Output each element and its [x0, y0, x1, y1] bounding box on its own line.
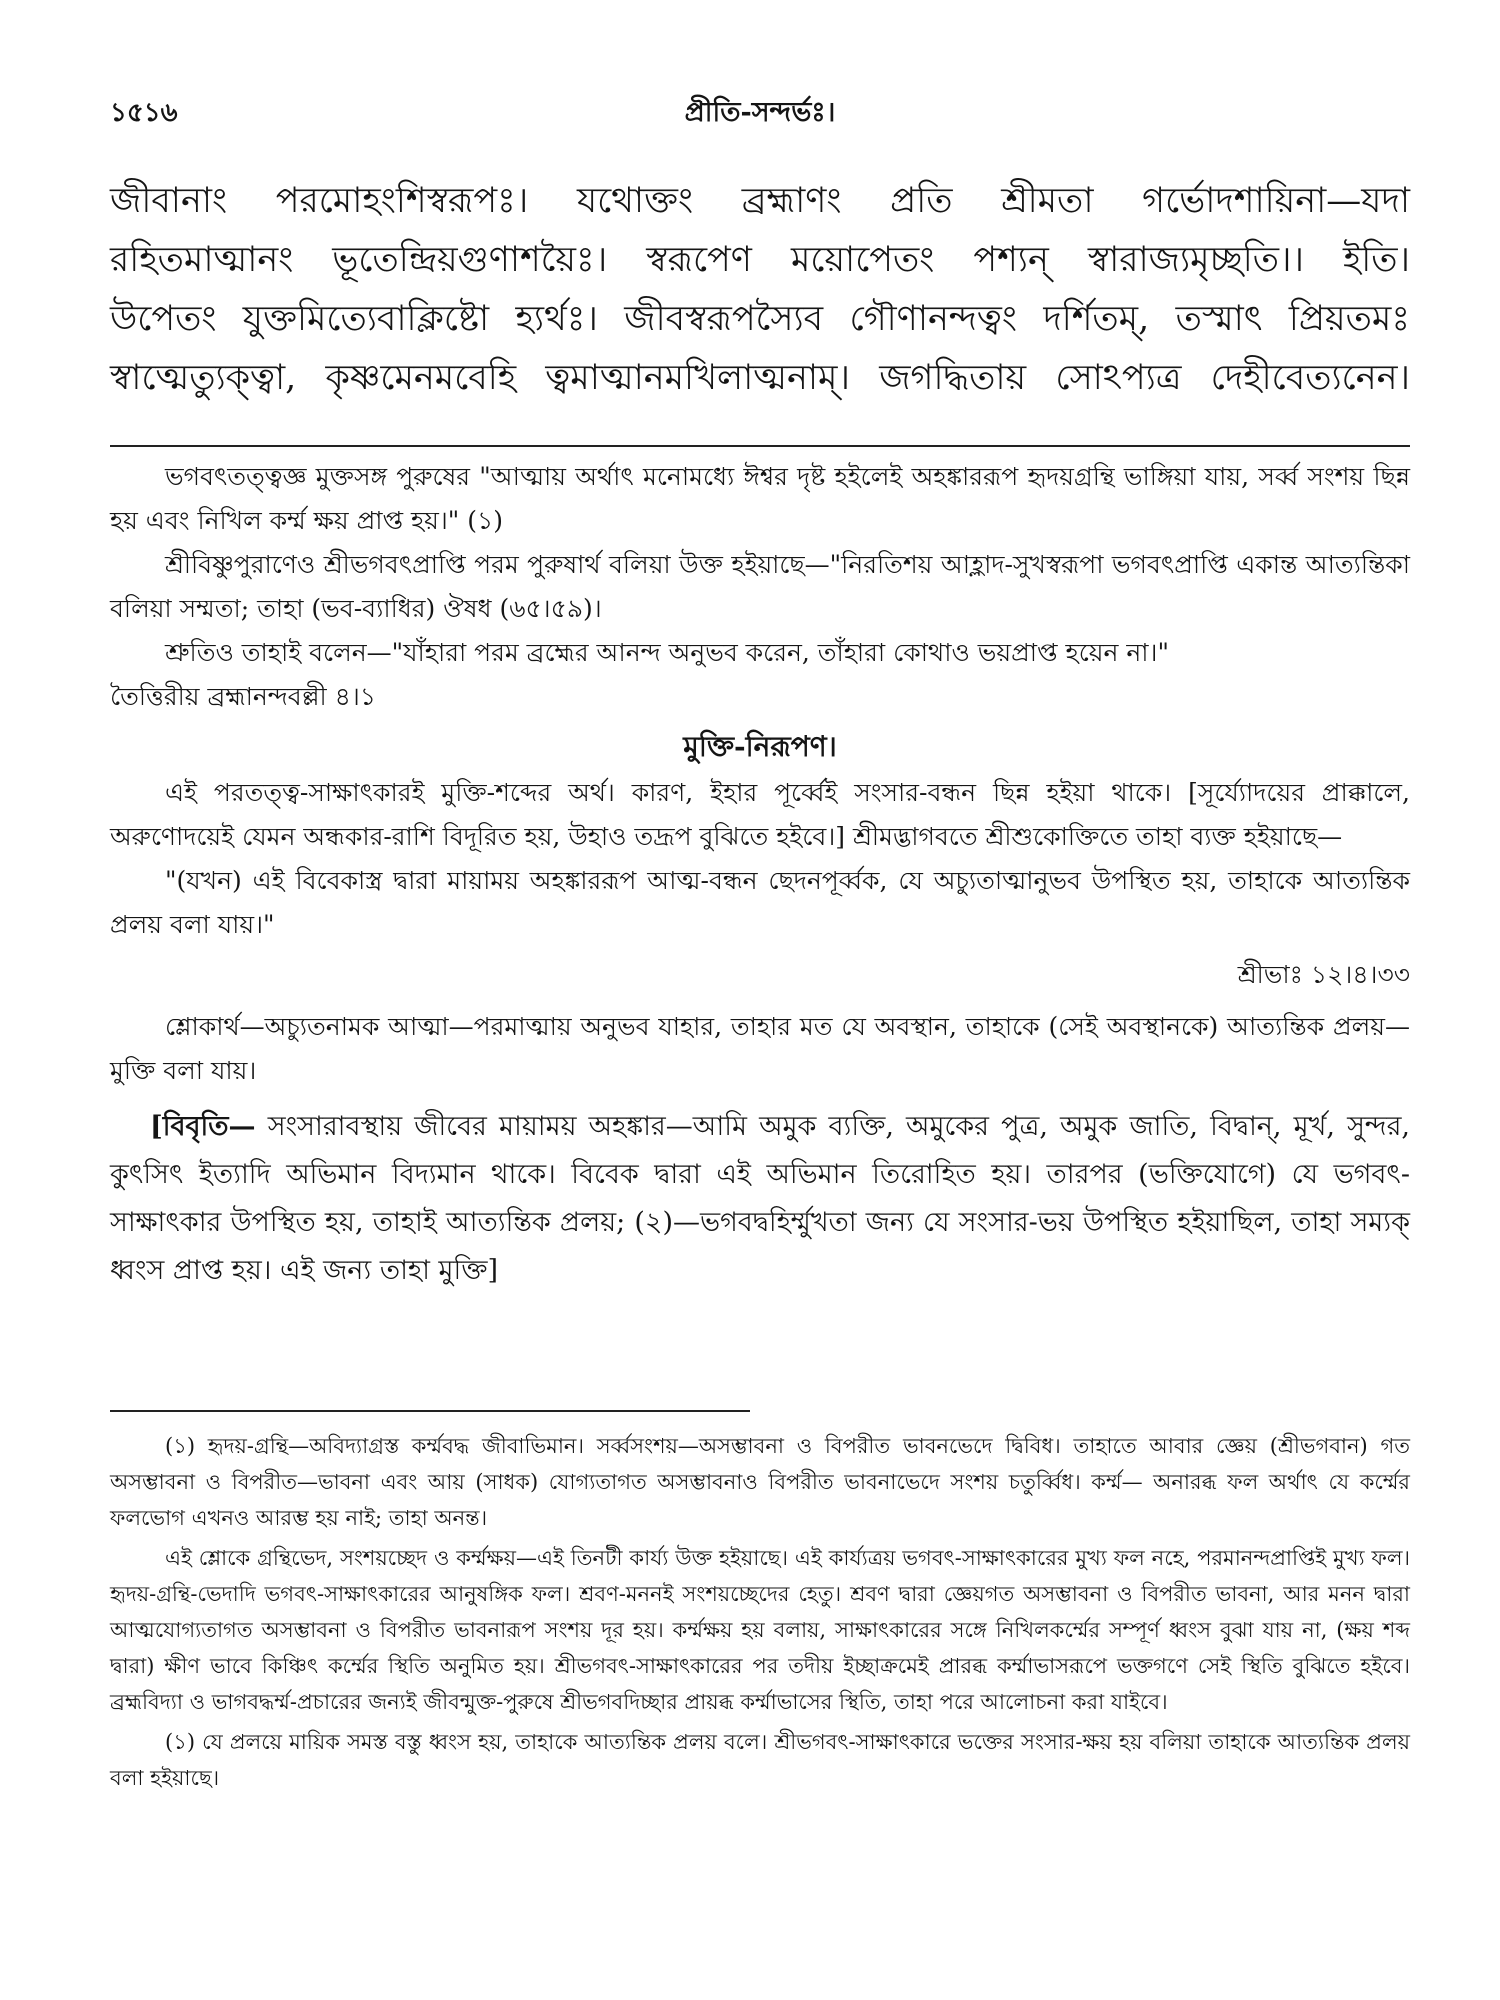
bivriti-text: সংসারাবস্থায় জীবের মায়াময় অহঙ্কার—আমি অমুক ব্যক্তি, অমুকের পুত্র, অমুক জাতি, বিদ্বান্, মূর্খ, সুন্দর, কুৎসিৎ ইত্যাদি অভিমান বিদ্যমান থাকে। বিবেক দ্বারা এই অভিমান তিরোহিত হয়। তারপর (ভক্তিযোগে) যে ভগবৎ-সাক্ষাৎকার উপস্থিত হয়, তাহাই আত্যন্তিক প্রলয়; (২)—ভগবদ্বহির্ম্মুখতা জন্য যে সংসার-ভয় উপস্থিত হইয়াছিল, তাহা সম্যক্ ধ্বংস প্রাপ্ত হয়। এই জন্য তাহা মুক্তি] — [110, 1111, 1410, 1286]
verse-line: রহিতমাত্মানং ভূতেন্দ্রিয়গুণাশয়ৈঃ। স্বরূপেণ ময়োপেতং পশ্যন্ স্বারাজ্যমৃচ্ছতি।। ইতি। — [110, 240, 1410, 280]
source-citation: শ্রীভাঃ ১২।৪।৩৩ — [1237, 960, 1410, 989]
bivriti-paragraph — [110, 1103, 1410, 1295]
footnote: (১) যে প্রলয়ে মায়িক সমস্ত বস্তু ধ্বংস হয়, তাহাকে আত্যন্তিক প্রলয় বলে। শ্রীভগবৎ-সাক্ষাৎকারে ভক্তের সংসার-ক্ষয় হয় বলিয়া তাহাকে আত্যন্তিক প্রলয় বলা হইয়াছে। — [110, 1730, 1410, 1790]
paragraph: শ্লোকার্থ—অচ্যুতনামক আত্মা—পরমাত্মায় অনুভব যাহার, তাহার মত যে অবস্থান, তাহাকে (সেই অবস্থানকে) আত্যন্তিক প্রলয়—মুক্তি বলা যায়। — [110, 1012, 1410, 1085]
page-header — [110, 92, 1410, 132]
bivriti-label: [বিবৃতি— — [150, 1111, 256, 1142]
verse-line: স্বাত্মেত্যুক্ত্বা, কৃষ্ণমেনমবেহি ত্বমাত্মানমখিলাত্মনাম্। জগদ্ধিতায় সোঽপ্যত্র দেহীবেত্যনেন। — [110, 358, 1410, 398]
verse-line: জীবানাং পরমোহংশিস্বরূপঃ। যথোক্তং ব্রহ্মাণং প্রতি শ্রীমতা গর্ভোদশায়িনা—যদা — [110, 181, 1410, 221]
paragraph: ভগবৎতত্ত্বজ্ঞ মুক্তসঙ্গ পুরুষের "আত্মায় অর্থাৎ মনোমধ্যে ঈশ্বর দৃষ্ট হইলেই অহঙ্কাররূপ হৃদয়গ্রন্থি ভাঙ্গিয়া যায়, সর্ব্ব সংশয় ছিন্ন হয় এবং নিখিল কর্ম্ম ক্ষয় প্রাপ্ত হয়।" (১) — [110, 462, 1410, 535]
paragraph: শ্রীবিষ্ণুপুরাণেও শ্রীভগবৎপ্রাপ্তি পরম পুরুষার্থ বলিয়া উক্ত হইয়াছে—"নিরতিশয় আহ্লাদ-সুখস্বরূপা ভগবৎপ্রাপ্তি একান্ত আত্যন্তিকা বলিয়া সম্মতা; তাহা (ভব-ব্যাধির) ঔষধ (৬৫।৫৯)। — [110, 550, 1410, 623]
footnote: এই শ্লোকে গ্রন্থিভেদ, সংশয়চ্ছেদ ও কর্ম্মক্ষয়—এই তিনটী কার্য্য উক্ত হইয়াছে। এই কার্য্যত্রয় ভগবৎ-সাক্ষাৎকারের মুখ্য ফল নহে, পরমানন্দপ্রাপ্তিই মুখ্য ফল। হৃদয়-গ্রন্থি-ভেদাদি ভগবৎ-সাক্ষাৎকারের আনুষঙ্গিক ফল। শ্রবণ-মননই সংশয়চ্ছেদের হেতু। শ্রবণ দ্বারা জ্ঞেয়গত অসম্ভাবনা ও বিপরীত ভাবনা, আর মনন দ্বারা আত্মযোগ্যতাগত অসম্ভাবনা ও বিপরীত ভাবনারূপ সংশয় দূর হয়। কর্ম্মক্ষয় হয় বলায়, সাক্ষাৎকারের সঙ্গে নিখিলকর্ম্মের সম্পূর্ণ ধ্বংস বুঝা যায় না, (ক্ষয় শব্দ দ্বারা) ক্ষীণ ভাবে কিঞ্চিৎ কর্ম্মের স্থিতি অনুমিত হয়। শ্রীভগবৎ-সাক্ষাৎকারের পর তদীয় ইচ্ছাক্রমেই প্রারব্ধ কর্ম্মাভাসরূপে ভক্তগণে সেই স্থিতি বুঝিতে হইবে। ব্রহ্মবিদ্যা ও ভাগবদ্ধর্ম্ম-প্রচারের জন্যই জীবন্মুক্ত-পুরুষে শ্রীভগবদিচ্ছার প্রায়ব্ধ কর্ম্মাভাসের স্থিতি, তাহা পরে আলোচনা করা যাইবে। — [110, 1546, 1410, 1714]
sanskrit-verse-block — [110, 172, 1410, 408]
section-divider — [110, 445, 1410, 447]
source-citation: তৈত্তিরীয় ব্রহ্মানন্দবল্লী ৪।১ — [110, 682, 376, 711]
footnote-divider — [110, 1410, 750, 1412]
footnotes — [110, 1428, 1410, 1796]
page-number: ১৫১৬ — [110, 98, 178, 128]
running-title: প্রীতি-সন্দর্ভঃ। — [684, 97, 836, 128]
paragraph: এই পরতত্ত্ব-সাক্ষাৎকারই মুক্তি-শব্দের অর্থ। কারণ, ইহার পূর্ব্বেই সংসার-বন্ধন ছিন্ন হইয়া থাকে। [সূর্য্যোদয়ের প্রাক্কালে, অরুণোদয়েই যেমন অন্ধকার-রাশি বিদূরিত হয়, উহাও তদ্রূপ বুঝিতে হইবে।] শ্রীমদ্ভাগবতে শ্রীশুকোক্তিতে তাহা ব্যক্ত হইয়াছে— — [110, 778, 1410, 851]
section-heading: মুক্তি-নিরূপণ। — [683, 730, 837, 763]
commentary-body — [110, 455, 1410, 1295]
verse-line: উপেতং যুক্তমিত্যেবাক্লিষ্টো হ্যর্থঃ। জীবস্বরূপস্যৈব গৌণানন্দত্বং দর্শিতম্, তস্মাৎ প্রিয়তমঃ — [110, 299, 1410, 339]
quoted-verse-translation: "(যখন) এই বিবেকাস্ত্র দ্বারা মায়াময় অহঙ্কাররূপ আত্ম-বন্ধন ছেদনপূর্ব্বক, যে অচ্যুতাত্মানুভব উপস্থিত হয়, তাহাকে আত্যন্তিক প্রলয় বলা যায়।" — [110, 866, 1410, 939]
footnote: (১) হৃদয়-গ্রন্থি—অবিদ্যাগ্রস্ত কর্ম্মবদ্ধ জীবাভিমান। সর্ব্বসংশয়—অসম্ভাবনা ও বিপরীত ভাবনভেদে দ্বিবিধ। তাহাতে আবার জ্ঞেয় (শ্রীভগবান) গত অসম্ভাবনা ও বিপরীত—ভাবনা এবং আয় (সাধক) যোগ্যতাগত অসম্ভাবনাও বিপরীত ভাবনাভেদে সংশয় চতুর্ব্বিধ। কর্ম্ম— অনারব্ধ ফল অর্থাৎ যে কর্ম্মের ফলভোগ এখনও আরম্ভ হয় নাই; তাহা অনন্ত। — [110, 1434, 1410, 1530]
paragraph: শ্রুতিও তাহাই বলেন—"যাঁহারা পরম ব্রহ্মের আনন্দ অনুভব করেন, তাঁহারা কোথাও ভয়প্রাপ্ত হয়েন না।" — [165, 638, 1169, 667]
